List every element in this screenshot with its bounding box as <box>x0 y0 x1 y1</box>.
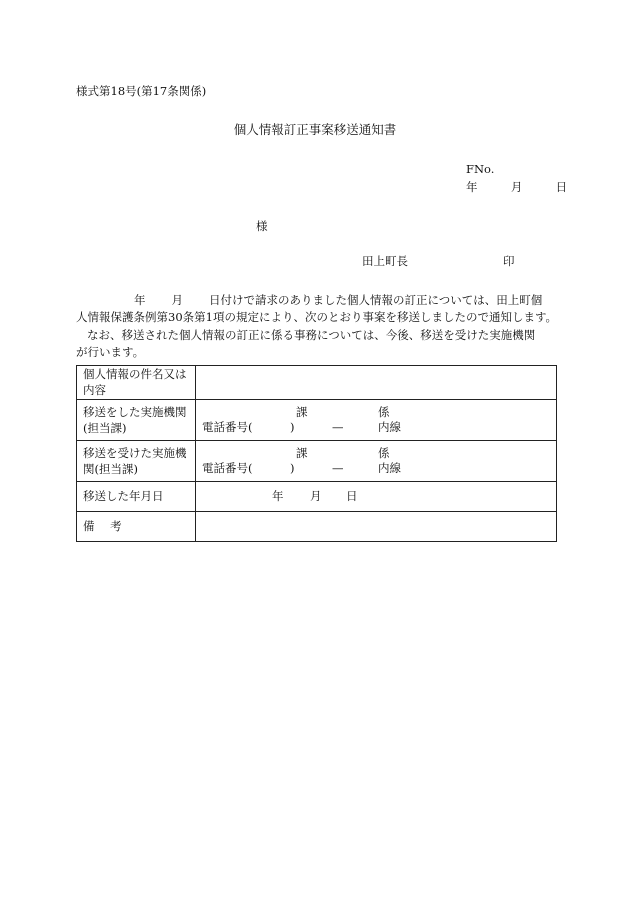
date-month: 月 <box>510 180 523 194</box>
receiving-tel-dash: — <box>332 461 344 476</box>
addressee-suffix: 様 <box>256 219 268 233</box>
sending-ka: 課 <box>296 405 308 420</box>
receiving-agency-label-line-1: 移送を受けた実施機 <box>83 446 187 461</box>
body-line-2: 人情報保護条例第30条第1項の規定により、次のとおり事案を移送しましたので通知します。 <box>76 310 558 325</box>
body-month: 月 <box>171 293 183 307</box>
receiving-ka: 課 <box>296 446 308 461</box>
date-year: 年 <box>466 180 478 194</box>
form-number: 様式第18号(第17条関係) <box>76 84 207 98</box>
table-row <box>77 512 557 542</box>
sending-agency-dept-row <box>202 405 550 420</box>
receiving-tel-label: 電話番号( <box>202 461 253 476</box>
sending-agency-label-line-2: (担当課) <box>83 420 127 435</box>
subject-value <box>196 366 557 400</box>
table-row <box>77 441 557 482</box>
body-year: 年 <box>134 293 146 307</box>
receiving-kakari: 係 <box>378 446 390 461</box>
remarks-value <box>196 512 557 542</box>
reference-number: FNo. <box>466 162 495 176</box>
body-line-1-text: 日付けで請求のありました個人情報の訂正については、田上町個 <box>209 293 543 307</box>
body-text <box>76 292 556 362</box>
document-title: 個人情報訂正事案移送通知書 <box>233 122 397 137</box>
receiving-agency-label <box>77 441 196 482</box>
receiving-agency-value <box>196 441 557 482</box>
receiving-agency-dept-row <box>202 446 550 461</box>
receiving-naisen: 内線 <box>378 461 401 476</box>
transfer-month: 月 <box>310 489 322 504</box>
sending-naisen: 内線 <box>378 420 401 435</box>
receiving-agency-phone-row <box>202 461 550 476</box>
table-row <box>77 366 557 400</box>
sending-kakari: 係 <box>378 405 390 420</box>
sending-tel-close: ) <box>290 420 295 435</box>
sending-agency-value <box>196 400 557 441</box>
sending-tel-dash: — <box>332 420 344 435</box>
transfer-day: 日 <box>346 489 358 504</box>
transfer-date-value <box>196 482 557 512</box>
info-table <box>76 365 557 542</box>
table-row <box>77 400 557 441</box>
subject-label <box>77 366 196 400</box>
remarks-label: 備 考 <box>77 512 196 542</box>
body-line-3 <box>76 327 556 344</box>
sending-agency-label-line-1: 移送をした実施機関 <box>83 405 187 420</box>
subject-label-line-1: 個人情報の件名又は <box>83 367 187 381</box>
table-row <box>77 482 557 512</box>
body-line-4: が行います。 <box>76 345 145 360</box>
receiving-tel-close: ) <box>290 461 295 476</box>
transfer-date-label: 移送した年月日 <box>77 482 196 512</box>
issue-date <box>466 180 567 196</box>
transfer-date-row <box>202 489 550 504</box>
transfer-year: 年 <box>272 489 284 504</box>
body-line-1 <box>76 292 556 309</box>
sending-agency-label <box>77 400 196 441</box>
seal-mark: 印 <box>503 254 515 268</box>
sending-agency-phone-row <box>202 420 550 435</box>
subject-label-line-2: 内容 <box>83 382 106 397</box>
date-day: 日 <box>555 180 568 194</box>
sender-name: 田上町長 <box>362 254 408 268</box>
sending-tel-label: 電話番号( <box>202 420 253 435</box>
receiving-agency-label-line-2: 関(担当課) <box>83 461 138 476</box>
body-line-3-text: なお、移送された個人情報の訂正に係る事務については、今後、移送を受けた実施機関 <box>87 327 536 342</box>
